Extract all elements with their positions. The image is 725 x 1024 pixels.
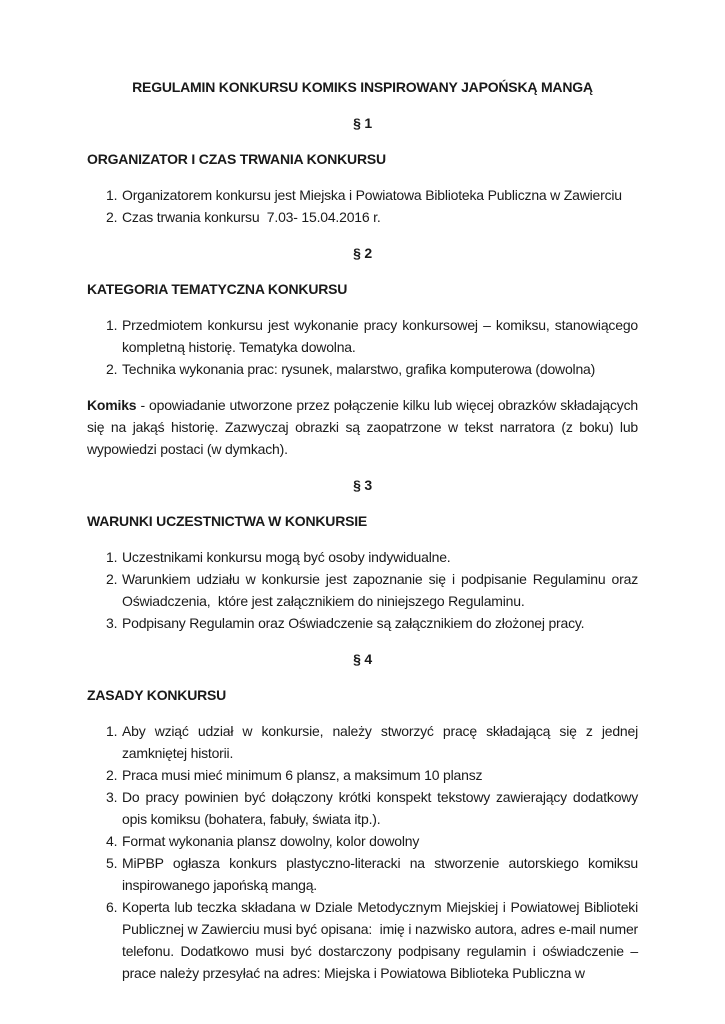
list-item-text: Technika wykonania prac: rysunek, malarstwo, grafika komputerowa (dowolna) [122, 361, 596, 377]
list-item-number: 1. [106, 317, 118, 333]
definition-term: Komiks [87, 397, 137, 413]
list-item-text: Format wykonania plansz dowolny, kolor dowolny [122, 833, 420, 849]
list-item-text: Podpisany Regulamin oraz Oświadczenie są załącznikiem do złożonej pracy. [122, 615, 585, 631]
section-3-list [87, 546, 638, 634]
list-item-number: 4. [106, 833, 118, 849]
list-item-text: Koperta lub teczka składana w Dziale Metodycznym Miejskiej i Powiatowej Biblioteki Publicznej w Zawierciu musi być opisana: imię i nazwisko autora, adres e-mail numer telefonu. Dodatkowo musi być dostarczony podpisany regulamin i oświadczenie – prace należy przesyłać na adres: Miejska i Powiatowa Biblioteka Publiczna w [122, 899, 638, 981]
list-item [87, 314, 638, 358]
list-item [87, 764, 638, 786]
section-1-heading: ORGANIZATOR I CZAS TRWANIA KONKURSU [87, 151, 386, 167]
list-item [87, 830, 638, 852]
list-item-text: Czas trwania konkursu 7.03- 15.04.2016 r. [122, 209, 381, 225]
list-item-text: Uczestnikami konkursu mogą być osoby indywidualne. [122, 549, 451, 565]
section-2-marker: § 2 [353, 245, 372, 261]
list-item [87, 720, 638, 764]
section-4-heading: ZASADY KONKURSU [87, 687, 227, 703]
list-item-number: 1. [106, 187, 118, 203]
list-item [87, 896, 638, 984]
section-3-heading: WARUNKI UCZESTNICTWA W KONKURSIE [87, 513, 368, 529]
list-item [87, 358, 638, 380]
section-4-marker: § 4 [353, 651, 372, 667]
list-item [87, 184, 638, 206]
list-item-text: Praca musi mieć minimum 6 plansz, a maksimum 10 plansz [122, 767, 483, 783]
comic-definition-paragraph [87, 394, 638, 460]
list-item [87, 568, 638, 612]
list-item-text: Aby wziąć udział w konkursie, należy stworzyć pracę składającą się z jednej zamkniętej historii. [122, 723, 638, 761]
list-item [87, 206, 638, 228]
section-2-list [87, 314, 638, 380]
list-item-text: Organizatorem konkursu jest Miejska i Powiatowa Biblioteka Publiczna w Zawierciu [122, 187, 622, 203]
list-item-text: Do pracy powinien być dołączony krótki konspekt tekstowy zawierający dodatkowy opis komiksu (bohatera, fabuły, świata itp.). [122, 789, 638, 827]
list-item-number: 1. [106, 723, 118, 739]
list-item-number: 1. [106, 549, 118, 565]
list-item-number: 3. [106, 615, 118, 631]
list-item-number: 2. [106, 767, 118, 783]
section-4-list [87, 720, 638, 984]
section-1-marker: § 1 [353, 115, 372, 131]
list-item-number: 2. [106, 209, 118, 225]
definition-text: - opowiadanie utworzone przez połączenie kilku lub więcej obrazków składających się na jakąś historię. Zazwyczaj obrazki są zaopatrzone w tekst narratora (z boku) lub wypowiedzi postaci (w dymkach). [87, 397, 638, 457]
section-2-heading: KATEGORIA TEMATYCZNA KONKURSU [87, 281, 348, 297]
list-item-text: MiPBP ogłasza konkurs plastyczno-literacki na stworzenie autorskiego komiksu inspirowanego japońską mangą. [122, 855, 638, 893]
list-item-text: Przedmiotem konkursu jest wykonanie pracy konkursowej – komiksu, stanowiącego kompletną historię. Tematyka dowolna. [122, 317, 638, 355]
list-item-number: 2. [106, 571, 118, 587]
list-item-number: 6. [106, 899, 118, 915]
section-1-list [87, 184, 638, 228]
list-item-number: 3. [106, 789, 118, 805]
list-item [87, 546, 638, 568]
list-item-text: Warunkiem udziału w konkursie jest zapoznanie się i podpisanie Regulaminu oraz Oświadczenia, które jest załącznikiem do niniejszego Regulaminu. [122, 571, 638, 609]
list-item-number: 5. [106, 855, 118, 871]
list-item [87, 612, 638, 634]
list-item-number: 2. [106, 361, 118, 377]
list-item [87, 786, 638, 830]
document-title: REGULAMIN KONKURSU KOMIKS INSPIROWANY JAPOŃSKĄ MANGĄ [132, 79, 593, 95]
section-3-marker: § 3 [353, 477, 372, 493]
list-item [87, 852, 638, 896]
